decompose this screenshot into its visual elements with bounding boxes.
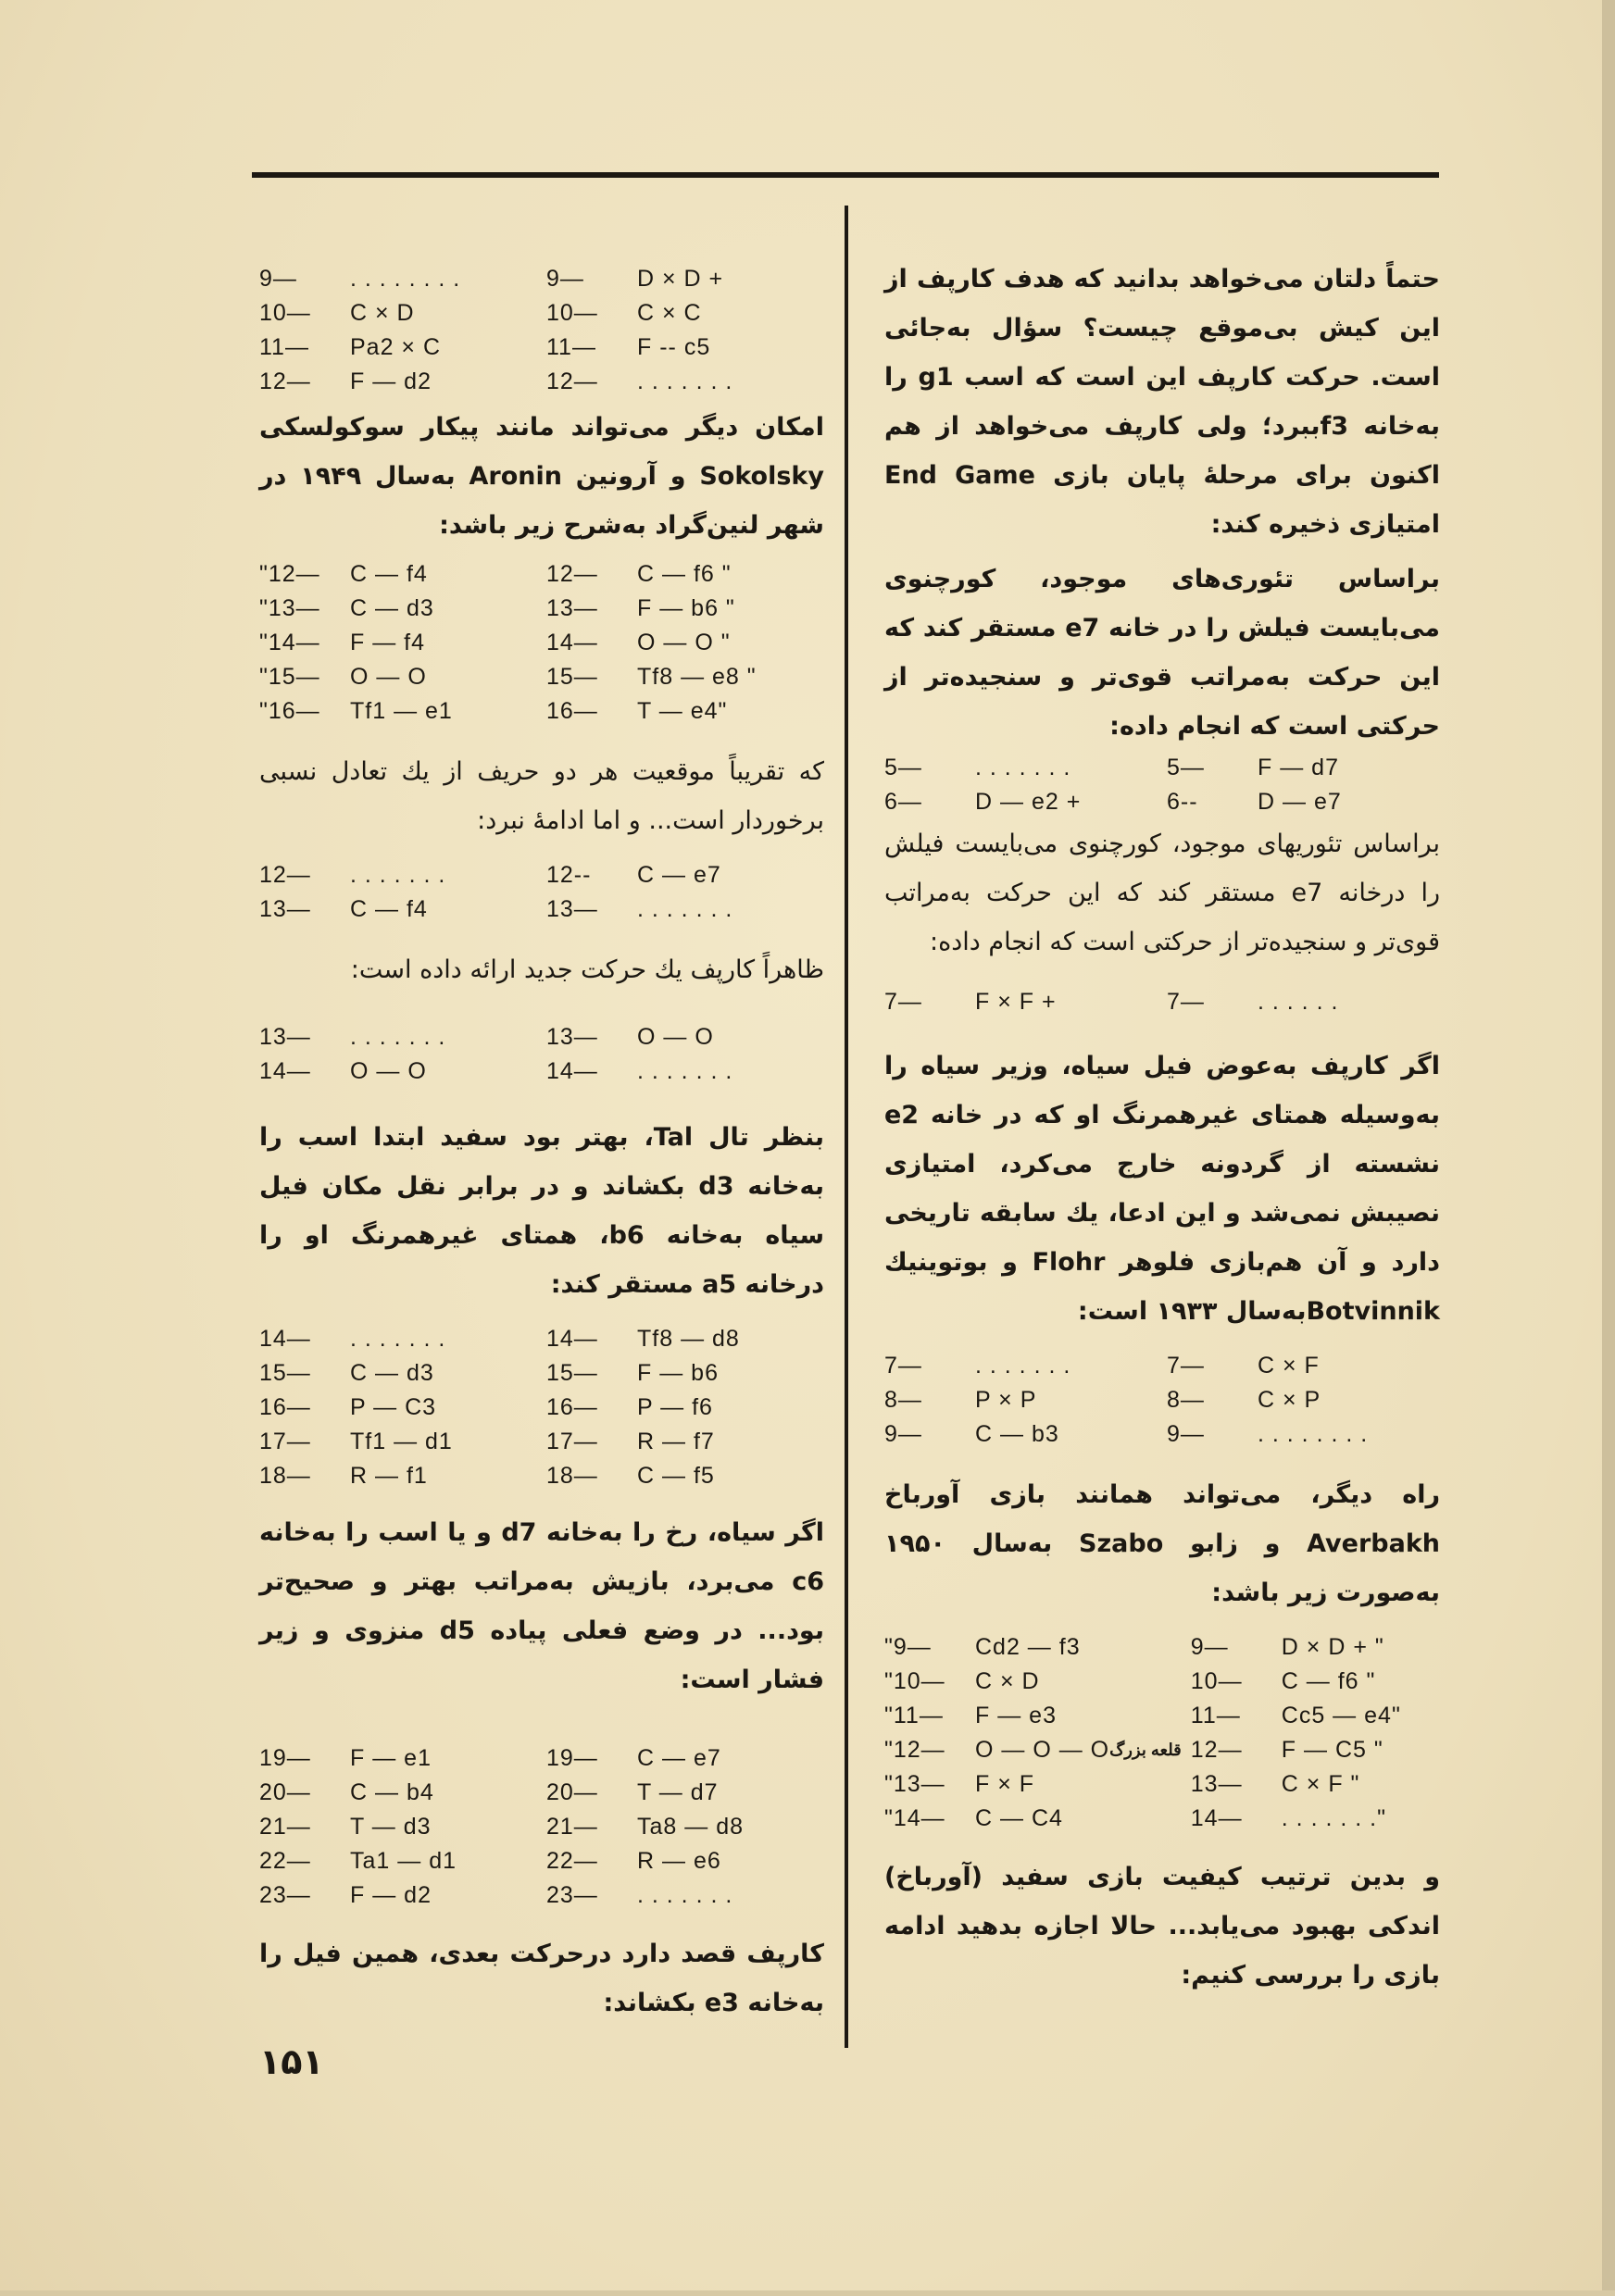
- move-row: 9— C — b3: [884, 1421, 1059, 1447]
- move-row: "12— C — f4: [259, 561, 428, 587]
- move-row: "10— C × D: [884, 1668, 1040, 1694]
- move-row: 14— Tf8 — d8: [546, 1326, 740, 1352]
- white-moves: [259, 858, 537, 927]
- header-rule: [252, 172, 1439, 178]
- move-row: 17— R — f7: [546, 1429, 715, 1454]
- white-moves: [884, 1630, 1182, 1836]
- move-table: [259, 1741, 824, 1913]
- black-moves: [546, 557, 824, 729]
- black-moves: [1191, 1630, 1440, 1836]
- move-row: 17— Tf1 — d1: [259, 1429, 453, 1454]
- move-row: 10— C — f6 ": [1190, 1668, 1376, 1694]
- move-row: 5— F — d7: [1167, 755, 1339, 780]
- move-row: 12— C — f6 ": [546, 561, 732, 587]
- move-row: 20— C — b4: [259, 1779, 434, 1805]
- white-moves: [884, 985, 1158, 1019]
- paragraph: بنظر تال Tal، بهتر بود سفید ابتدا اسب را به‌خانه d3 بکشاند و در برابر نقل مکان فیل سیاه به‌خانه b6، همتای غیرهمرنگ او را درخانه a5 مستقر کند:: [259, 1123, 824, 1299]
- white-moves: [884, 1349, 1158, 1452]
- move-table: [259, 858, 824, 927]
- move-row: "9— Cd2 — f3: [884, 1634, 1081, 1660]
- paper-edge-bottom: [0, 2290, 1615, 2296]
- move-row: 12-- C — e7: [546, 862, 721, 888]
- move-row: 20— T — d7: [546, 1779, 719, 1805]
- move-row: 7— F × F +: [884, 989, 1057, 1015]
- move-row: "15— O — O: [259, 664, 427, 690]
- paragraph: کارپف قصد دارد درحرکت بعدی، همین فیل را به‌خانه e3 بکشاند:: [259, 1940, 824, 2017]
- move-row: 6-- D — e7: [1167, 789, 1342, 815]
- page-number: ۱۵۱: [259, 2041, 324, 2082]
- paragraph: امکان دیگر می‌تواند مانند پیکار سوکولسکی Sokolsky و آرونین Aronin به‌سال ۱۹۴۹ در شهر لنین‌گراد به‌شرح زیر باشد:: [259, 413, 824, 540]
- paragraph: ظاهراً کارپف یك حرکت جدید ارائه داده است:: [350, 955, 824, 984]
- white-moves: [259, 1020, 537, 1089]
- move-row: 13— . . . . . . .: [546, 896, 733, 922]
- black-moves: [1167, 751, 1440, 819]
- move-row: 9— . . . . . . . .: [1167, 1421, 1369, 1447]
- move-row: "12— O — O — O قلعه بزرگ: [884, 1737, 1182, 1763]
- move-row: "14— C — C4: [884, 1805, 1063, 1831]
- move-row: 5— . . . . . . .: [884, 755, 1071, 780]
- move-row: 14— . . . . . . .: [546, 1058, 733, 1084]
- paragraph: براساس تئوریهای موجود، کورچنوی می‌بایست فیلش را درخانه e7 مستقر کند که این حرکت به‌مراتب قوی‌تر و سنجیده‌تر از حرکتی است که انجام داده:: [884, 830, 1440, 956]
- paragraph: و بدین ترتیب کیفیت بازی سفید (آورباخ) اندکی بهبود می‌یابد... حالا اجازه بدهید ادامه بازی را بررسی کنیم:: [884, 1863, 1440, 1990]
- paragraph: اگر کارپف به‌عوض فیل سیاه، وزیر سیاه را به‌وسیله همتای غیرهمرنگ او که در خانه e2 نشسته از گردونه خارج می‌کرد، امتیازی نصیبش نمی‌شد و این ادعا، یك سابقه تاریخی دارد و آن هم‌بازی فلوهر Flohr و بوتوینیك Botvinnikبه‌سال ۱۹۳۳ است:: [884, 1052, 1440, 1326]
- move-row: 10— C × C: [546, 300, 702, 326]
- move-row: 12— . . . . . . .: [546, 368, 733, 394]
- move-row: "13— F × F: [884, 1771, 1035, 1797]
- move-row: 8— C × P: [1167, 1387, 1321, 1413]
- paragraph: حتماً دلتان می‌خواهد بدانید که هدف کارپف از این کیش بی‌موقع چیست؟ سؤال به‌جائی است. حرکت کارپف این است که اسب g1 را به‌خانه f3ببرد؛ ولی کارپف می‌خواهد از هم اکنون برای مرحلهٔ پایان بازی End Game امتیازی ذخیره کند:: [884, 265, 1441, 539]
- move-table: [259, 262, 824, 399]
- move-table: [884, 1630, 1440, 1836]
- left-column: [259, 255, 824, 2028]
- white-moves: [259, 557, 537, 729]
- move-row: 7— C × F: [1167, 1353, 1320, 1379]
- move-row: 21— T — d3: [259, 1814, 432, 1840]
- white-moves: [259, 262, 537, 399]
- black-moves: [546, 1020, 824, 1089]
- move-row: "11— F — e3: [884, 1703, 1057, 1728]
- move-row: 10— C × D: [259, 300, 415, 326]
- move-row: 21— Ta8 — d8: [546, 1814, 745, 1840]
- move-table: [259, 557, 824, 729]
- move-row: 13— F — b6 ": [546, 595, 735, 621]
- move-row: 16— T — e4": [546, 698, 728, 724]
- black-moves: [1167, 1349, 1440, 1452]
- move-row: 6— D — e2 +: [884, 789, 1082, 815]
- white-moves: [259, 1741, 537, 1913]
- paragraph: راه دیگر، می‌تواند همانند بازی آورباخ Averbakh و زابو Szabo به‌سال ۱۹۵۰ به‌صورت زیر باشد:: [884, 1480, 1440, 1607]
- paragraph: براساس تئوری‌های موجود، کورچنوی می‌بایست فیلش را در خانه e7 مستقر کند که این حرکت به‌مراتب قوی‌تر و سنجیده‌تر از حرکتی است که انجام داده:: [884, 565, 1440, 741]
- move-row: 22— Ta1 — d1: [259, 1848, 457, 1874]
- move-row: 13— . . . . . . .: [259, 1024, 446, 1050]
- move-row: "13— C — d3: [259, 595, 434, 621]
- move-row: 15— F — b6: [546, 1360, 719, 1386]
- right-column: [884, 255, 1440, 2000]
- move-row: 12— F — C5 ": [1190, 1737, 1383, 1763]
- black-moves: [546, 1322, 824, 1493]
- move-row: 15— Tf8 — e8 ": [546, 664, 757, 690]
- move-table: [259, 1020, 824, 1089]
- black-moves: [546, 858, 824, 927]
- move-row: 9— . . . . . . . .: [259, 266, 461, 292]
- white-moves: [884, 751, 1158, 819]
- move-row: 7— . . . . . .: [1167, 989, 1339, 1015]
- move-row: 19— F — e1: [259, 1745, 432, 1771]
- move-row: 14— . . . . . . .: [259, 1326, 446, 1352]
- move-row: "14— F — f4: [259, 630, 426, 655]
- move-row: 22— R — e6: [546, 1848, 721, 1874]
- black-moves: [1167, 985, 1440, 1019]
- move-row: "16— Tf1 — e1: [259, 698, 453, 724]
- move-row: 14— O — O: [259, 1058, 427, 1084]
- move-row: 8— P × P: [884, 1387, 1037, 1413]
- move-row: 9— D × D +: [546, 266, 724, 292]
- move-row: 23— . . . . . . .: [546, 1882, 733, 1908]
- move-row: 12— . . . . . . .: [259, 862, 446, 888]
- move-row: 11— F -- c5: [546, 334, 711, 360]
- move-row: 18— R — f1: [259, 1463, 428, 1489]
- black-moves: [546, 1741, 824, 1913]
- move-row: 14— . . . . . . .": [1190, 1805, 1386, 1831]
- move-table: [259, 1322, 824, 1493]
- white-moves: [259, 1322, 537, 1493]
- move-row: 13— C — f4: [259, 896, 428, 922]
- move-row: 12— F — d2: [259, 368, 432, 394]
- paragraph: که تقریباً موقعیت هر دو حریف از یك تعادل نسبی برخوردار است... و اما ادامهٔ نبرد:: [259, 757, 824, 835]
- move-row: 7— . . . . . . .: [884, 1353, 1071, 1379]
- move-row: 9— D × D + ": [1190, 1634, 1384, 1660]
- move-row: 13— O — O: [546, 1024, 714, 1050]
- move-table: [884, 751, 1440, 819]
- move-row: 16— P — f6: [546, 1394, 713, 1420]
- paper-edge: [1602, 0, 1615, 2296]
- move-row: 16— P — C3: [259, 1394, 437, 1420]
- move-row: 11— Cc5 — e4": [1190, 1703, 1401, 1728]
- paragraph: اگر سیاه، رخ را به‌خانه d7 و یا اسب را به‌خانه c6 می‌برد، بازیش به‌مراتب بهتر و صحیح‌تر بود... در وضع فعلی پیاده d5 منزوی و زیر فشار است:: [259, 1518, 824, 1694]
- castle-annotation: قلعه بزرگ: [1109, 1741, 1182, 1759]
- move-row: 15— C — d3: [259, 1360, 434, 1386]
- move-row: 13— C × F ": [1190, 1771, 1360, 1797]
- move-row: 11— Pa2 × C: [259, 334, 442, 360]
- move-table: [884, 985, 1440, 1019]
- black-moves: [546, 262, 824, 399]
- move-row: 14— O — O ": [546, 630, 731, 655]
- column-divider: [845, 206, 848, 2048]
- move-row: 23— F — d2: [259, 1882, 432, 1908]
- move-row: 18— C — f5: [546, 1463, 715, 1489]
- move-table: [884, 1349, 1440, 1452]
- move-row: 19— C — e7: [546, 1745, 721, 1771]
